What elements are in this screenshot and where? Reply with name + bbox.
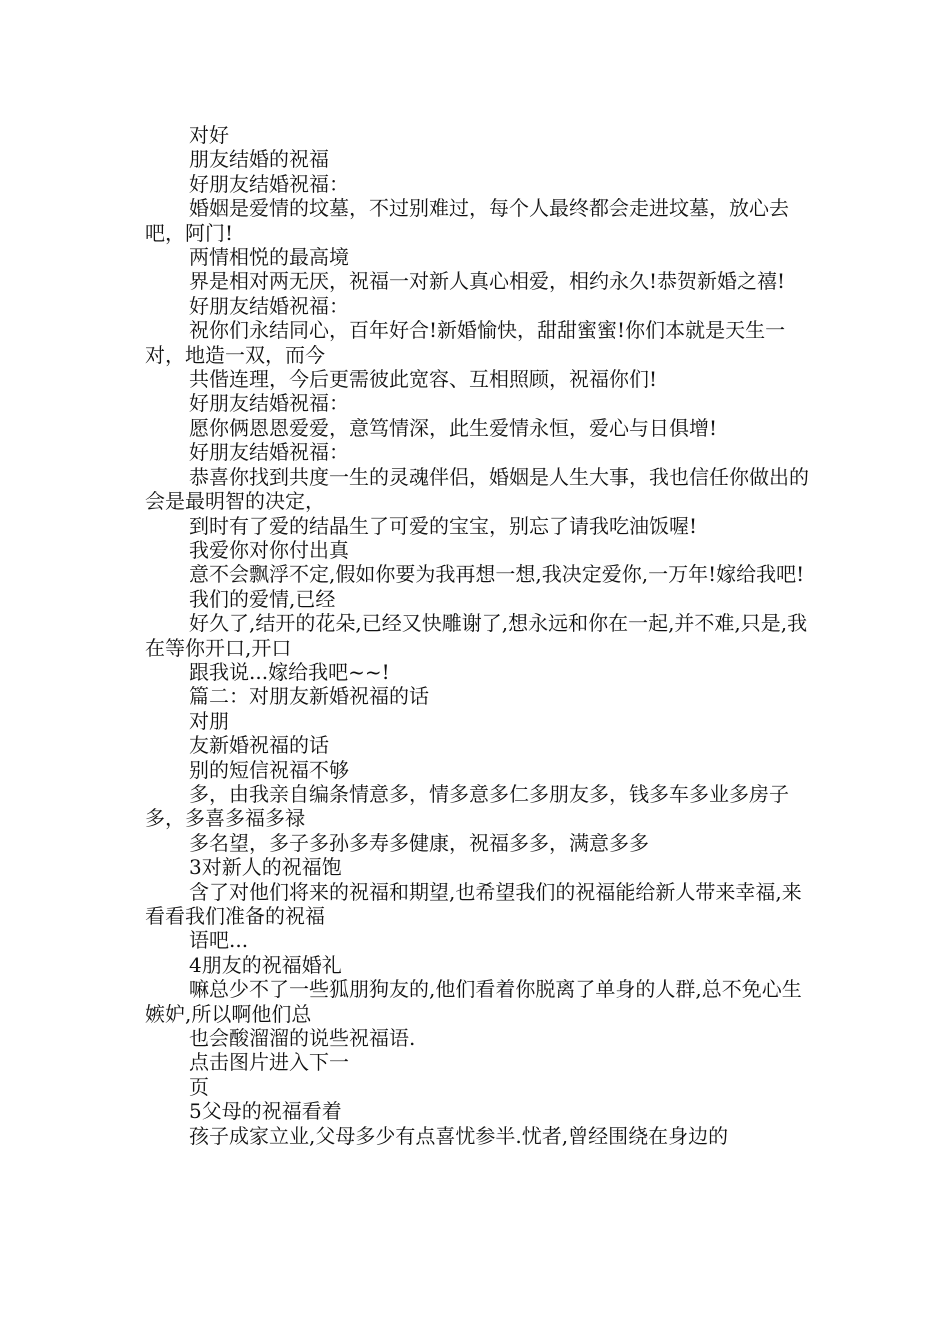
paragraph: 好朋友结婚祝福： <box>189 391 349 416</box>
paragraph: 页 <box>189 1074 209 1099</box>
paragraph: 共偕连理，今后更需彼此宽容、互相照顾，祝福你们! <box>189 367 658 392</box>
paragraph: 4朋友的祝福婚礼 <box>189 952 342 977</box>
paragraph: 好久了,结开的花朵,已经又快雕谢了,想永远和你在一起,并不难,只是,我在等你开口,开口 <box>145 611 808 660</box>
paragraph: 婚姻是爱情的坟墓，不过别难过，每个人最终都会走进坟墓，放心去吧，阿门! <box>145 196 789 245</box>
paragraph: 3对新人的祝福饱 <box>189 855 342 880</box>
paragraph: 两情相悦的最高境 <box>189 245 349 270</box>
paragraph: 界是相对两无厌，祝福一对新人真心相爱，相约永久!恭贺新婚之禧! <box>189 269 786 294</box>
paragraph: 我爱你对你付出真 <box>189 537 349 562</box>
paragraph: 点击图片进入下一 <box>189 1050 349 1075</box>
paragraph: 含了对他们将来的祝福和期望,也希望我们的祝福能给新人带来幸福,来看看我们准备的祝福 <box>145 879 802 928</box>
paragraph: 多名望，多子多孙多寿多健康，祝福多多，满意多多 <box>189 830 649 855</box>
paragraph: 我们的爱情,已经 <box>189 586 336 611</box>
paragraph: 对朋 <box>189 708 229 733</box>
paragraph: 好朋友结婚祝福： <box>189 440 349 465</box>
paragraph: 对好 <box>189 123 229 147</box>
paragraph: 到时有了爱的结晶生了可爱的宝宝，别忘了请我吃油饭喔! <box>189 513 698 538</box>
paragraph: 祝你们永结同心，百年好合!新婚愉快，甜甜蜜蜜!你们本就是天生一对，地造一双，而今 <box>145 318 786 367</box>
section-heading: 篇二：对朋友新婚祝福的话 <box>189 684 429 709</box>
paragraph: 友新婚祝福的话 <box>189 733 329 758</box>
paragraph: 也会酸溜溜的说些祝福语. <box>189 1026 416 1051</box>
paragraph: 愿你俩恩恩爱爱，意笃情深，此生爱情永恒，爱心与日俱增! <box>189 415 718 440</box>
paragraph: 好朋友结婚祝福： <box>189 171 349 196</box>
paragraph: 语吧... <box>189 928 249 953</box>
paragraph: 孩子成家立业,父母多少有点喜忧参半.忧者,曾经围绕在身边的 <box>189 1123 729 1148</box>
paragraph: 跟我说...嫁给我吧~~! <box>189 659 390 684</box>
paragraph: 朋友结婚的祝福 <box>189 147 329 172</box>
paragraph: 嘛总少不了一些狐朋狗友的,他们看着你脱离了单身的人群,总不免心生嫉妒,所以啊他们总 <box>145 977 802 1026</box>
document-page <box>145 123 810 1148</box>
paragraph: 恭喜你找到共度一生的灵魂伴侣，婚姻是人生大事，我也信任你做出的会是最明智的决定， <box>145 464 809 514</box>
paragraph: 多，由我亲自编条情意多，情多意多仁多朋友多，钱多车多业多房子多，多喜多福多禄 <box>145 781 789 831</box>
paragraph: 别的短信祝福不够 <box>189 757 349 782</box>
paragraph: 5父母的祝福看着 <box>189 1099 342 1124</box>
paragraph: 好朋友结婚祝福： <box>189 293 349 318</box>
paragraph: 意不会飘浮不定,假如你要为我再想一想,我决定爱你,一万年!嫁给我吧! <box>189 562 805 587</box>
